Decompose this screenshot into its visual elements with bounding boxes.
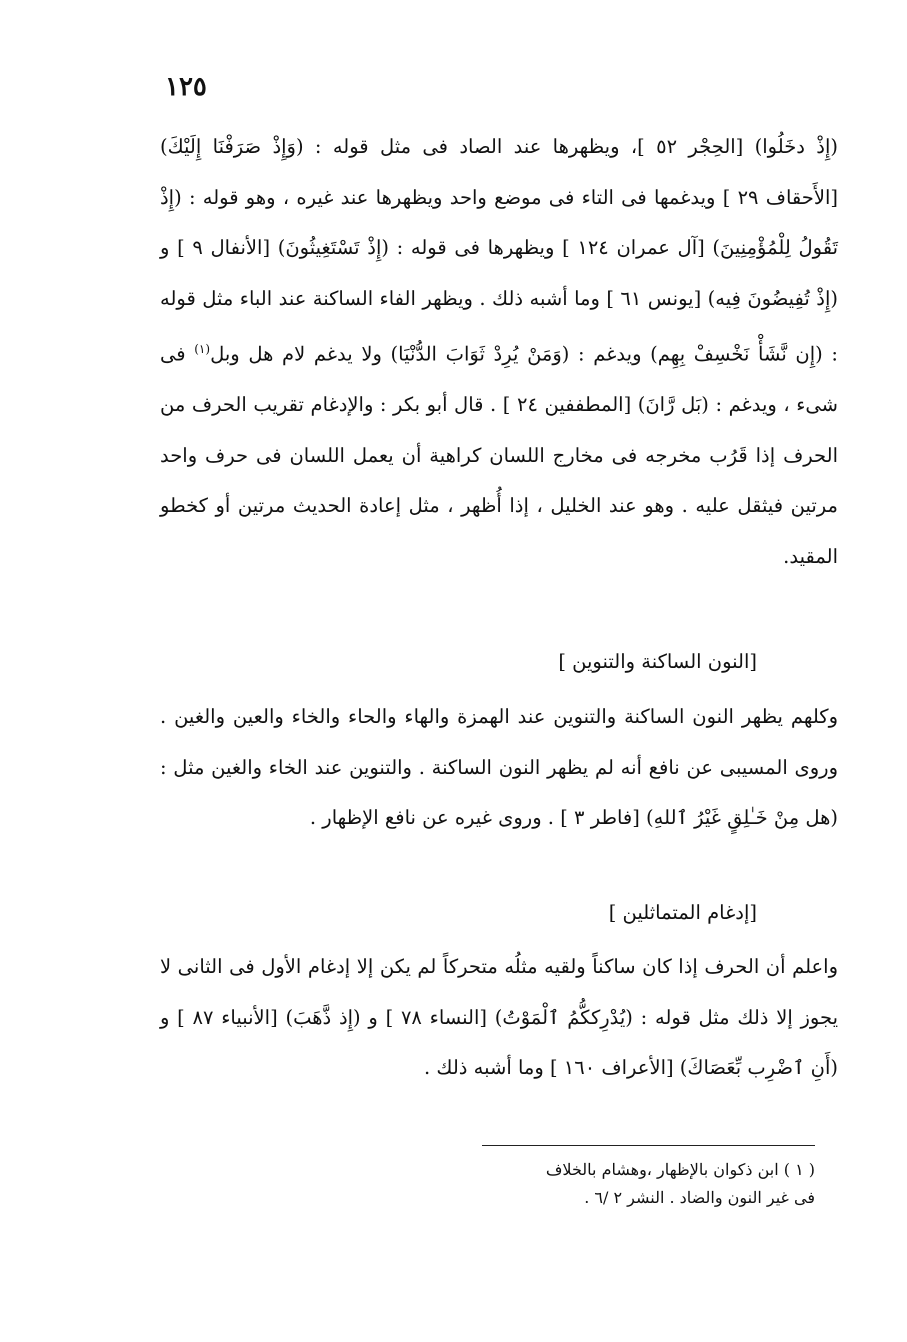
footnote-marker: (١) — [194, 342, 211, 356]
footnote-divider — [482, 1145, 815, 1146]
main-text-block — [160, 122, 838, 582]
paragraph — [160, 122, 838, 582]
section-1-text-block — [160, 692, 838, 844]
paragraph: وكلهم يظهر النون الساكنة والتنوين عند الهمزة والهاء والحاء والخاء والعين والغين . وروى المسيبى عن نافع أنه لم يظهر النون الساكنة . والتنوين عند الخاء والغين مثل : (هل مِنْ خَـٰلِقٍ غَيْرُ ٱللهِ) [فاطر ٣ ] . وروى غيره عن نافع الإظهار . — [160, 705, 838, 829]
paragraph-text: فى شىء ، ويدغم : (بَل رَّانَ) [المطففين ٢٤ ] . قال أبو بكر : والإدغام تقريب الحرف من الحرف إذا قَرُب مخرجه فى مخارج اللسان كراهية أن يعمل اللسان فى حرف واحد مرتين فيثقل عليه . وهو عند الخليل ، إذا أُظهر ، مثل إعادة الحديث مرتين أو كخطو المقيد. — [160, 342, 838, 568]
footnotes — [335, 1156, 815, 1212]
section-2-text-block — [160, 942, 838, 1094]
page-number: ١٢٥ — [165, 72, 207, 102]
paragraph-text: (إِذْ دخَلُوا) [الحِجْر ٥٢ ]، ويظهرها عند الصاد فى مثل قوله : (وَإِذْ صَرَفْنَا إِلَيْكَ) [الأَحقاف ٢٩ ] ويدغمها فى التاء فى موضع واحد ويظهرها عند غيره ، وهو قوله : (إِذْ تَقُولُ لِلْمُؤْمِنِينَ) [آل عمران ١٢٤ ] ويظهرها فى قوله : (إِذْ تَسْتَغِيثُونَ) [الأنفال ٩ ] و (إِذْ تُفِيضُونَ فِيه) [يونس ٦١ ] وما أشبه ذلك . ويظهر الفاء الساكنة عند الباء مثل قوله : (إِن نَّشَأْ نَخْسِفْ بِهِم) ويدغم : (وَمَنْ يُرِدْ ثَوَابَ الدُّنْيَا) ولا يدغم لام هل وبل — [160, 135, 838, 366]
section-heading-nun-sakina: [النون الساكنة والتنوين ] — [558, 650, 757, 673]
footnote-line: ( ١ ) ابن ذكوان بالإظهار ،وهشام بالخلاف — [545, 1160, 815, 1179]
paragraph: واعلم أن الحرف إذا كان ساكناً ولقيه مثلُه متحركاً لم يكن إلا إدغام الأول فى الثانى لا يجوز إلا ذلك مثل قوله : (يُدْرِككُّمُ ٱلْمَوْتُ) [النساء ٧٨ ] و (إِذ ذَّهَبَ) [الأنبياء ٨٧ ] و (أَنِ ٱضْرِب بِّعَصَاكَ) [الأعراف ١٦٠ ] وما أشبه ذلك . — [160, 955, 838, 1079]
footnote-line: فى غير النون والضاد . النشر ٢ /٦ . — [584, 1188, 815, 1207]
section-heading-idgham: [إدغام المتماثلين ] — [608, 901, 757, 924]
